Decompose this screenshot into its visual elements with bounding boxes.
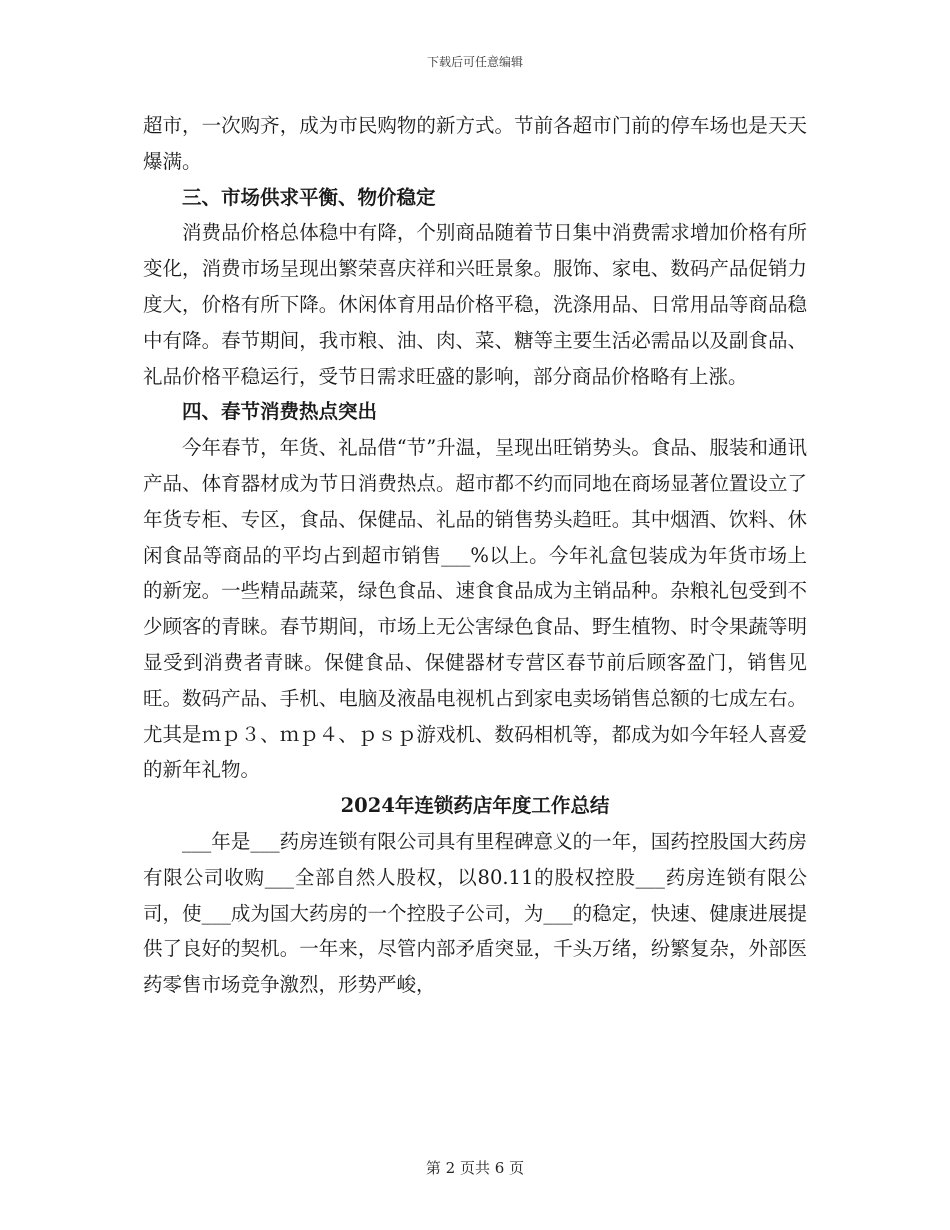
page-header: 下载后可任意编辑 [426, 55, 523, 69]
paragraph: 消费品价格总体稳中有降，个别商品随着节日集中消费需求增加价格有所变化，消费市场呈现出繁荣喜庆祥和兴旺景象。服饰、家电、数码产品促销力度大，价格有所下降。休闲体育用品价格平稳，洗涤用品、日常用品等商品稳中有降。春节期间，我市粮、油、肉、菜、糖等主要生活必需品以及副食品、礼品价格平稳运行，受节日需求旺盛的影响，部分商品价格略有上涨。 [143, 221, 807, 388]
document-body [143, 108, 807, 1003]
section-heading: 三、市场供求平衡、物价稳定 [182, 185, 436, 209]
document-title: 2024年连锁药店年度工作总结 [340, 794, 610, 818]
paragraph: ___年是___药房连锁有限公司具有里程碑意义的一年，国药控股国大药房有限公司收购___全部自然人股权，以80.11的股权控股___药房连锁有限公司，使___成为国大药房的一个控股子公司，为___的稳定，快速、健康进展提供了良好的契机。一年来，尽管内部矛盾突显，千头万绪，纷繁复杂，外部医药零售市场竞争激烈，形势严峻， [143, 829, 807, 997]
paragraph: 超市，一次购齐，成为市民购物的新方式。节前各超市门前的停车场也是天天爆满。 [143, 114, 807, 173]
section-heading: 四、春节消费热点突出 [182, 400, 378, 424]
paragraph: 今年春节，年货、礼品借“节”升温，呈现出旺销势头。食品、服装和通讯产品、体育器材成为节日消费热点。超市都不约而同地在商场显著位置设立了年货专柜、专区，食品、保健品、礼品的销售势头趋旺。其中烟酒、饮料、休闲食品等商品的平均占到超市销售___%以上。今年礼盒包装成为年货市场上的新宠。一些精品蔬菜，绿色食品、速食食品成为主销品种。杂粮礼包受到不少顾客的青睐。春节期间，市场上无公害绿色食品、野生植物、时令果蔬等明显受到消费者青睐。保健食品、保健器材专营区春节前后顾客盈门，销售见旺。数码产品、手机、电脑及液晶电视机占到家电卖场销售总额的七成左右。尤其是ｍｐ３、ｍｐ４、ｐｓｐ游戏机、数码相机等，都成为如今年轻人喜爱的新年礼物。 [143, 436, 807, 782]
page-footer: 第 2 页共 6 页 [425, 1159, 525, 1177]
